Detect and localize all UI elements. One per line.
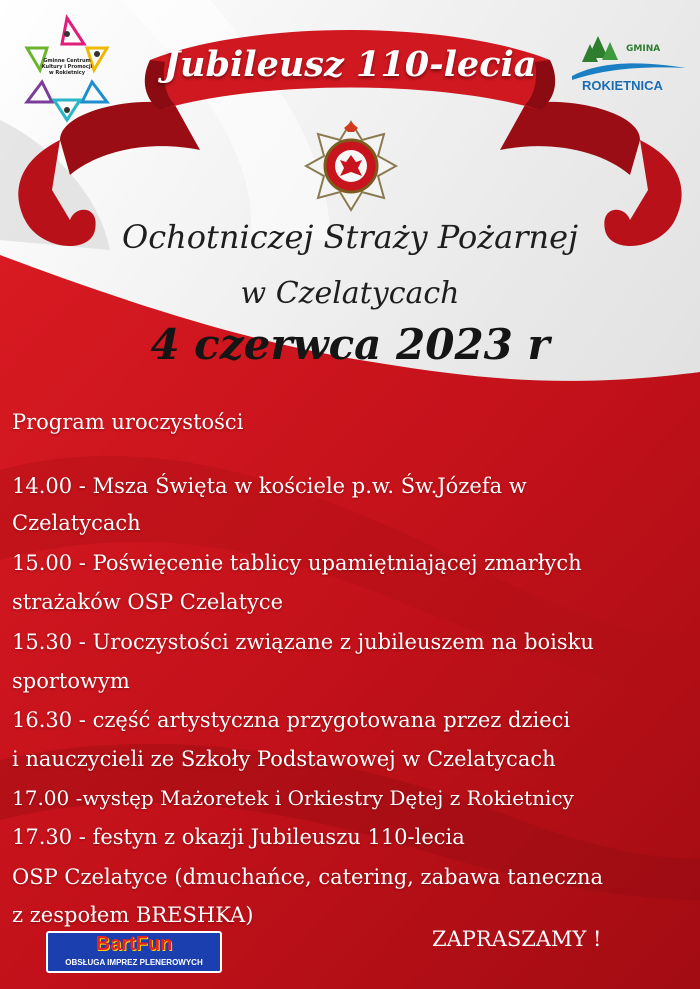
program-line: sportowym xyxy=(12,669,130,693)
program-line: 17.30 - festyn z okazji Jubileuszu 110-lecia xyxy=(12,825,465,849)
gok-logo xyxy=(22,14,112,124)
program-title: Program uroczystości xyxy=(12,410,244,434)
heading-date: 4 czerwca 2023 r xyxy=(150,320,550,369)
program-line: 17.00 -występ Mażoretek i Orkiestry Dętej z Rokietnicy xyxy=(12,786,574,810)
closing-text: ZAPRASZAMY ! xyxy=(432,927,602,951)
tree-logo-icon xyxy=(568,34,690,84)
ribbon-title: Jubileusz 110-lecia xyxy=(163,44,537,85)
program-line: Czelatycach xyxy=(12,511,141,535)
program-line: i nauczycieli ze Szkoły Podstawowej w Czelatycach xyxy=(12,747,556,771)
program-line: 15.00 - Poświęcenie tablicy upamiętniającej zmarłych xyxy=(12,551,582,575)
gmina-text-bottom: ROKIETNICA xyxy=(582,78,663,93)
program-line: 14.00 - Msza Święta w kościele p.w. Św.Józefa w xyxy=(12,474,527,498)
program-line: strażaków OSP Czelatyce xyxy=(12,590,284,614)
heading-line1: Ochotniczej Straży Pożarnej xyxy=(121,218,578,256)
program-line: z zespołem BRESHKA) xyxy=(12,903,254,927)
bartfun-subtitle: OBSŁUGA IMPREZ PLENEROWYCH xyxy=(65,958,203,967)
bartfun-name: BartFun xyxy=(95,933,173,955)
gmina-rokietnica-logo xyxy=(568,34,690,98)
program-line: OSP Czelatyce (dmuchańce, catering, zabawa taneczna xyxy=(12,865,604,889)
program-line: 16.30 - część artystyczna przygotowana przez dzieci xyxy=(12,708,571,732)
gmina-text-top: GMINA xyxy=(626,44,661,54)
program-line: 15.30 - Uroczystości związane z jubileuszem na boisku xyxy=(12,630,594,654)
bartfun-logo xyxy=(46,931,222,973)
fire-brigade-emblem-icon xyxy=(304,120,398,212)
heading-line2: w Czelatycach xyxy=(240,276,460,311)
gok-logo-text: Gminne Centrum Kultury i Promocji w Rokietnicy xyxy=(41,58,93,76)
